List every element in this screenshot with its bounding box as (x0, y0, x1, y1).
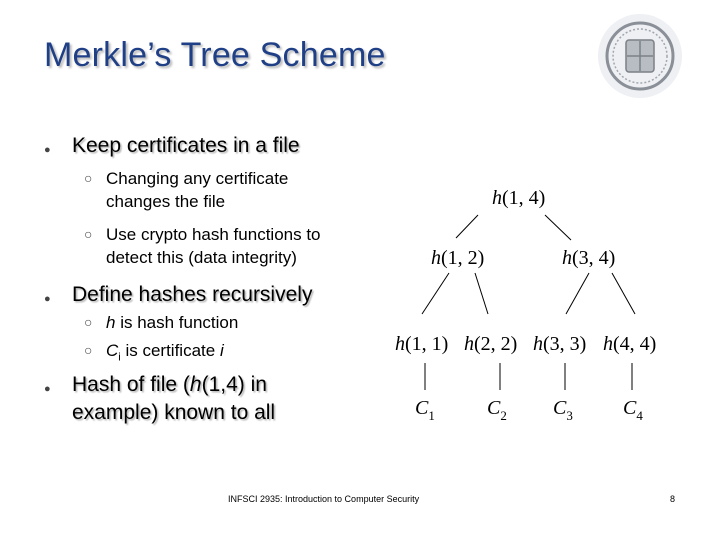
node-h44 (603, 333, 656, 355)
bullet-keep-certificates: Keep certificates in a file (72, 134, 300, 157)
sub-bullet-changing-line2: changes the file (106, 192, 226, 211)
edge-34-44 (612, 273, 635, 314)
edge-root-left (456, 215, 478, 238)
hash-of-file-post: (1,4) in (201, 373, 267, 396)
bullet-circle-icon: ● (44, 144, 51, 156)
certificate-subscript: i (118, 351, 121, 364)
bullet-circle-icon: ● (44, 383, 51, 395)
sub-bullet-ring-icon: ○ (84, 342, 93, 358)
edge-root-right (545, 215, 571, 240)
h11-args: (1, 1) (405, 333, 449, 355)
c3-subscript: 3 (566, 408, 573, 423)
node-h33 (533, 333, 586, 355)
bullet-define-hashes: Define hashes recursively (72, 283, 313, 306)
sub-bullet-crypto-line2: detect this (data integrity) (106, 248, 297, 267)
node-h22 (464, 333, 517, 355)
page-number: 8 (670, 494, 676, 504)
hash-function-variable: h (106, 313, 116, 332)
sub-bullet-crypto-line1: Use crypto hash functions to (106, 225, 321, 244)
h22-args: (2, 2) (474, 333, 518, 355)
h33-args: (3, 3) (543, 333, 587, 355)
h22-fn: h (464, 333, 474, 355)
cert-c2 (487, 397, 507, 423)
sub-bullet-ring-icon: ○ (84, 170, 93, 186)
root-args: (1, 4) (502, 187, 546, 209)
cert-c1 (415, 397, 435, 423)
node-h12 (431, 247, 484, 269)
cert-c3 (553, 397, 573, 423)
c2-letter: C (487, 397, 501, 419)
tree-edges (422, 215, 635, 390)
c1-letter: C (415, 397, 429, 419)
c3-letter: C (553, 397, 567, 419)
sub-bullet-changing-line1: Changing any certificate (106, 169, 289, 188)
edge-12-22 (475, 273, 488, 314)
h12-args: (1, 2) (441, 247, 485, 269)
certificate-index-variable: i (219, 341, 224, 360)
slide-title: Merkle’s Tree Scheme (44, 36, 386, 74)
h44-args: (4, 4) (613, 333, 657, 355)
edge-12-11 (422, 273, 449, 314)
hash-of-file-pre: Hash of file ( (72, 373, 190, 396)
root-fn: h (492, 187, 502, 209)
certificate-text: is certificate (120, 341, 220, 360)
hash-function-text: is hash function (115, 313, 239, 332)
sub-bullet-ring-icon: ○ (84, 314, 93, 330)
node-h34 (562, 247, 615, 269)
c4-letter: C (623, 397, 637, 419)
node-root-h14 (492, 187, 545, 209)
h11-fn: h (395, 333, 405, 355)
c4-subscript: 4 (636, 408, 643, 423)
bullet-circle-icon: ● (44, 293, 51, 305)
node-h11 (395, 333, 448, 355)
h34-fn: h (562, 247, 572, 269)
cert-c4 (623, 397, 643, 423)
edge-34-33 (566, 273, 589, 314)
c1-subscript: 1 (428, 408, 435, 423)
h12-fn: h (431, 247, 441, 269)
hash-of-file-variable: h (189, 373, 202, 396)
c2-subscript: 2 (500, 408, 507, 423)
sub-bullet-ring-icon: ○ (84, 226, 93, 242)
slide-footer: INFSCI 2935: Introduction to Computer Security (228, 494, 420, 504)
certificate-variable: C (106, 341, 119, 360)
h44-fn: h (603, 333, 613, 355)
h33-fn: h (533, 333, 543, 355)
bullet-hash-of-file-line2: example) known to all (72, 401, 276, 424)
h34-args: (3, 4) (572, 247, 616, 269)
